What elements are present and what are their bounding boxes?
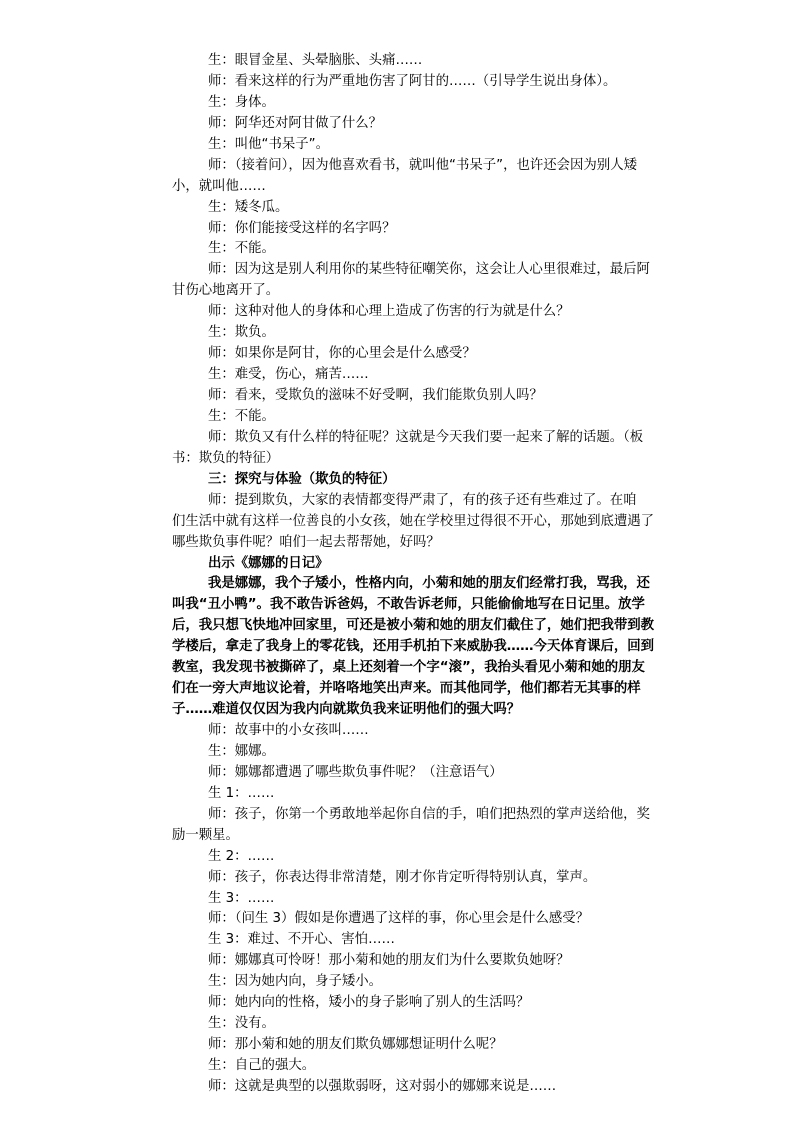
text-line: 甘伤心地离开了。 [172,283,280,299]
text-line: 生：矮冬瓜。 [208,199,289,215]
text-line: 师：（问生 3）假如是你遭遇了这样的事，你心里会是什么感受？ [208,911,590,927]
text-line: 学楼后，拿走了我身上的零花钱，还用手机拍下来威胁我……今天体育课后，回到 [172,639,655,655]
text-line: 生：眼冒金星、头晕脑胀、头痛…… [208,53,423,68]
text-line: 后，我只想飞快地冲回家里，可还是被小菊和她的朋友们截住了，她们把我带到教 [172,618,655,634]
text-line: 生 3：难过、不开心、害怕…… [208,932,395,948]
text-line: 师：这就是典型的以强欺弱呀，这对弱小的娜娜来说是…… [208,1078,557,1094]
text-line: 生 3：…… [208,890,275,906]
text-line: 生：欺负。 [208,325,275,341]
text-line: 师：娜娜真可怜呀！那小菊和她的朋友们为什么要欺负她呀？ [208,953,570,969]
text-line: 师：看来，受欺负的滋味不好受啊，我们能欺负别人吗？ [208,388,543,403]
text-line: 生：叫他“书呆子”。 [208,136,329,152]
text-line: 子……难道仅仅因为我内向就欺负我来证明他们的强大吗？ [172,702,521,718]
text-line: 师：提到欺负，大家的表情都变得严肃了，有的孩子还有些难过了。在咱 [208,492,637,508]
text-line: 书：欺负的特征） [172,450,280,466]
text-line: 叫我“丑小鸭”。我不敢告诉爸妈，不敢告诉老师，只能偷偷地写在日记里。放学 [172,597,645,613]
text-line: 励一颗星。 [172,827,239,843]
document-body [172,51,672,1098]
text-line: 哪些欺负事件呢？咱们一起去帮帮她，好吗？ [172,534,440,550]
text-line: 出示《娜娜的日记》 [208,555,329,571]
text-line: 师：孩子，你第一个勇敢地举起你自信的手，咱们把热烈的掌声送给他，奖 [208,806,650,822]
text-line: 师：娜娜都遭遇了哪些欺负事件呢？（注意语气） [208,764,503,780]
text-line: 生：不能。 [208,408,275,424]
text-line: 师：看来这样的行为严重地伤害了阿甘的……（引导学生说出身体）。 [208,73,617,89]
text-line: 师：这种对他人的身体和心理上造成了伤害的行为就是什么？ [208,304,570,320]
text-line: 师：因为这是别人利用你的某些特征嘲笑你，这会让人心里很难过，最后阿 [208,262,650,278]
text-line: 师：（接着问），因为他喜欢看书，就叫他“书呆子”，也许还会因为别人矮 [208,157,637,173]
text-line: 们生活中就有这样一位善良的小女孩，她在学校里过得很不开心，那她到底遭遇了 [172,513,655,529]
text-line: 生：娜娜。 [208,743,275,759]
text-line: 师：欺负又有什么样的特征呢？这就是今天我们要一起来了解的话题。（板 [208,429,644,445]
text-line: 我是娜娜，我个子矮小，性格内向，小菊和她的朋友们经常打我，骂我，还 [208,576,650,592]
text-line: 师：那小菊和她的朋友们欺负娜娜想证明什么呢？ [208,1037,503,1053]
text-line: 生 1：…… [208,785,275,801]
text-line: 师：她内向的性格，矮小的身子影响了别人的生活吗？ [208,995,530,1011]
text-line: 们在一旁大声地议论着，并咯咯地笑出声来。而其他同学，他们都若无其事的样 [172,681,641,697]
text-line: 生：身体。 [208,94,275,110]
text-line: 生：因为她内向，身子矮小。 [208,974,383,990]
text-line: 小，就叫他…… [172,178,266,194]
text-line: 师：孩子，你表达得非常清楚，刚才你肯定听得特别认真，掌声。 [208,869,597,885]
text-line: 教室，我发现书被撕碎了，桌上还刻着一个字“滚”，我抬头看见小菊和她的朋友 [172,660,645,676]
text-line: 生 2：…… [208,848,275,864]
text-line: 师：如果你是阿甘，你的心里会是什么感受？ [208,346,476,362]
text-line: 生：不能。 [208,241,275,257]
text-line: 生：没有。 [208,1016,275,1032]
text-line: 生：自己的强大。 [208,1058,316,1073]
text-line: 生：难受，伤心，痛苦…… [208,367,369,383]
text-line: 三：探究与体验（欺负的特征） [208,471,396,487]
text-line: 师：你们能接受这样的名字吗？ [208,220,396,236]
text-line: 师：故事中的小女孩叫…… [208,723,369,738]
text-line: 师：阿华还对阿甘做了什么？ [208,115,383,131]
